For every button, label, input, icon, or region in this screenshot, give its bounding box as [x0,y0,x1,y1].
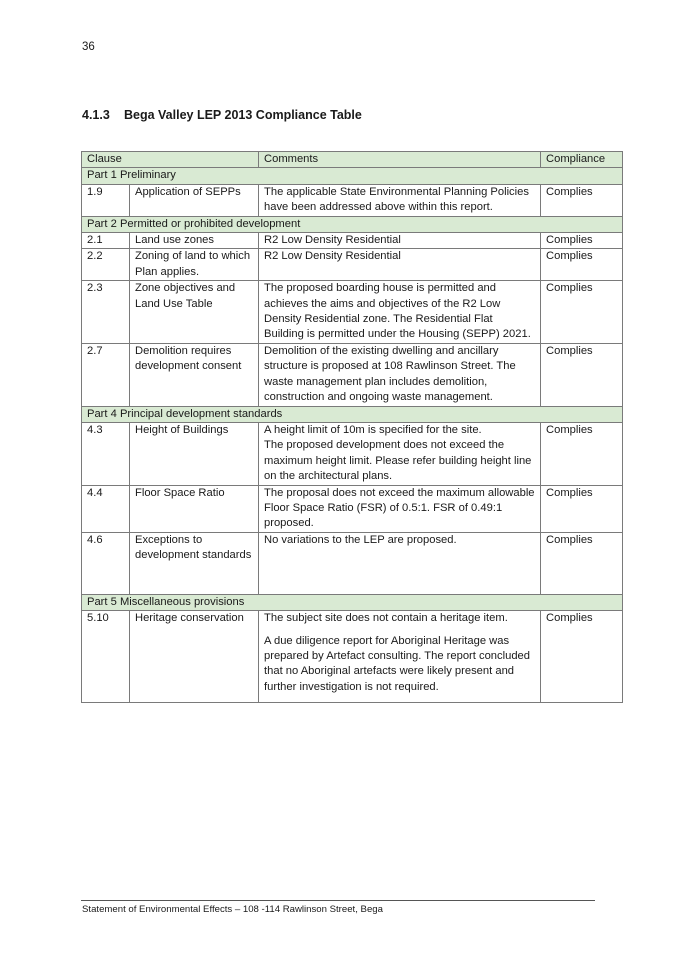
clause-comment: The applicable State Environmental Planning Policies have been addressed above within this report. [259,184,541,216]
compliance-status: Complies [541,485,623,532]
table-row [82,184,623,216]
clause-number: 1.9 [82,184,130,216]
clause-number: 4.4 [82,485,130,532]
part-row [82,594,623,610]
clause-name: Land use zones [130,233,259,249]
compliance-status: Complies [541,281,623,344]
table-row [82,611,623,703]
page-number: 36 [82,41,95,53]
compliance-status: Complies [541,184,623,216]
clause-number: 2.7 [82,343,130,406]
header-compliance: Compliance [541,152,623,168]
clause-number: 4.6 [82,532,130,594]
clause-name: Exceptions to development standards [130,532,259,594]
part-row [82,406,623,422]
compliance-status: Complies [541,532,623,594]
part-heading: Part 5 Miscellaneous provisions [82,594,623,610]
section-number: 4.1.3 [82,108,110,122]
footer-divider [81,900,595,901]
comment-line: The proposed development does not exceed the maximum height limit. Please refer building height line on the architectural plans. [264,439,532,483]
clause-number: 2.3 [82,281,130,344]
clause-comment: No variations to the LEP are proposed. [259,532,541,594]
clause-comment: Demolition of the existing dwelling and ancillary structure is proposed at 108 Rawlinson Street. The waste management plan includes demolition, construction and ongoing waste management. [259,343,541,406]
part-heading: Part 4 Principal development standards [82,406,623,422]
table-row [82,422,623,485]
table-row [82,485,623,532]
comment-line: A due diligence report for Aboriginal Heritage was prepared by Artefact consulting. The report concluded that no Aboriginal artefacts were likely present and further investigation is not required. [264,634,530,693]
header-comments: Comments [259,152,541,168]
compliance-status: Complies [541,611,623,703]
table-row [82,233,623,249]
clause-number: 2.2 [82,249,130,281]
clause-name: Height of Buildings [130,422,259,485]
part-row [82,216,623,232]
table-header-row [82,152,623,168]
compliance-table [81,151,623,703]
clause-comment: The proposed boarding house is permitted and achieves the aims and objectives of the R2 Low Density Residential zone. The Residential Flat Building is permitted under the Housing (SEPP) 2021. [259,281,541,344]
table-row [82,249,623,281]
clause-name: Zoning of land to which Plan applies. [130,249,259,281]
compliance-status: Complies [541,343,623,406]
clause-comment: R2 Low Density Residential [259,233,541,249]
clause-comment: R2 Low Density Residential [259,249,541,281]
part-heading: Part 1 Preliminary [82,168,623,184]
clause-comment: The proposal does not exceed the maximum allowable Floor Space Ratio (FSR) of 0.5:1. FSR of 0.49:1 proposed. [259,485,541,532]
clause-name: Heritage conservation [130,611,259,703]
table-row [82,343,623,406]
clause-name: Demolition requires development consent [130,343,259,406]
table-row [82,532,623,594]
clause-number: 5.10 [82,611,130,703]
table-row [82,281,623,344]
part-row [82,168,623,184]
section-heading [82,108,362,122]
comment-line: A height limit of 10m is specified for the site. [264,423,482,436]
clause-name: Floor Space Ratio [130,485,259,532]
clause-name: Application of SEPPs [130,184,259,216]
compliance-status: Complies [541,233,623,249]
compliance-status: Complies [541,249,623,281]
header-clause: Clause [82,152,259,168]
clause-number: 4.3 [82,422,130,485]
clause-comment [259,611,541,703]
clause-comment [259,422,541,485]
comment-line: The subject site does not contain a heritage item. [264,612,508,625]
clause-name: Zone objectives and Land Use Table [130,281,259,344]
part-heading: Part 2 Permitted or prohibited development [82,216,623,232]
page-footer: Statement of Environmental Effects – 108 -114 Rawlinson Street, Bega [82,904,383,915]
section-title: Bega Valley LEP 2013 Compliance Table [124,108,362,122]
clause-number: 2.1 [82,233,130,249]
compliance-status: Complies [541,422,623,485]
